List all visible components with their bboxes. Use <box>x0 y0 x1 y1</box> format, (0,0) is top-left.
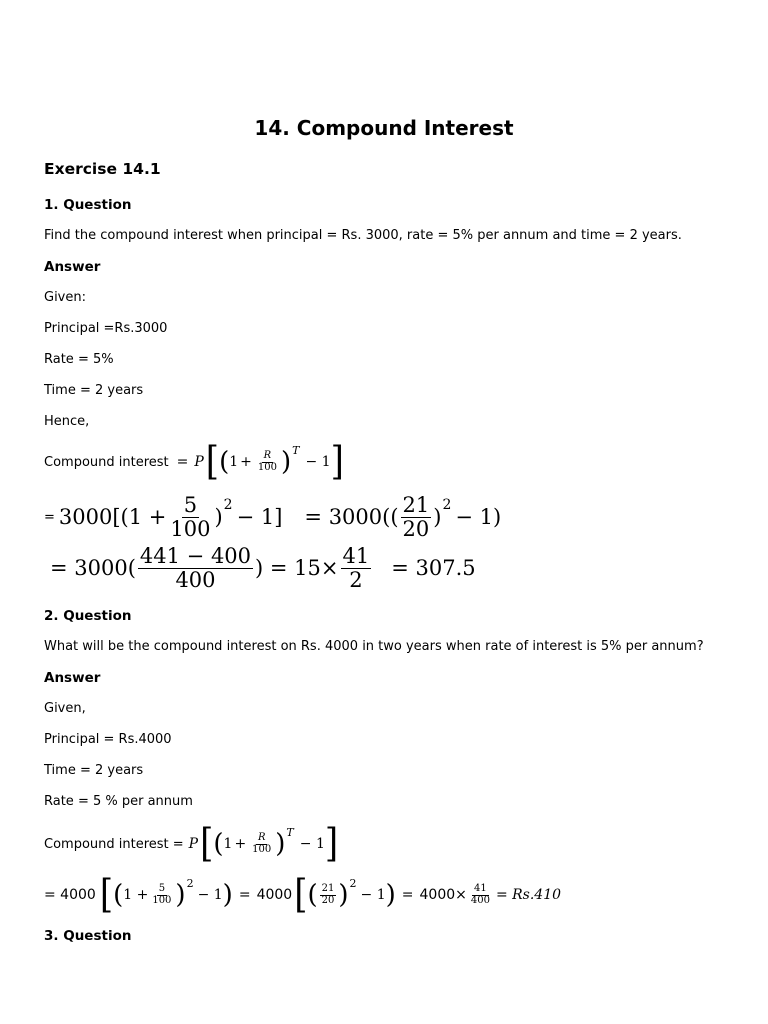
q2-step-minus2: − 1 <box>360 887 386 903</box>
q1-formula-label: Compound interest <box>44 454 169 470</box>
step1-num2: 21 <box>402 493 430 518</box>
step1-part-c: − 1] <box>236 505 283 529</box>
q2-step-one: 1 + <box>123 887 149 903</box>
question-2-heading: 2. Question <box>44 608 132 624</box>
q2-principal: Principal = Rs.4000 <box>44 732 172 747</box>
step2-den2: 2 <box>349 567 363 592</box>
formula-p: P <box>194 454 204 470</box>
step1-part-a: 3000[(1 + <box>58 505 167 529</box>
q2-step-eq: = <box>238 887 251 903</box>
formula-t: T <box>292 443 300 457</box>
step1-exp2: 2 <box>442 497 452 513</box>
q2-step-num2: 21 <box>321 883 335 894</box>
q2-formula-t: T <box>286 825 294 839</box>
q1-principal: Principal =Rs.3000 <box>44 321 168 336</box>
formula-100: 100 <box>257 461 277 473</box>
q2-step-result: = Rs.410 <box>495 887 562 903</box>
question-3-heading: 3. Question <box>44 928 132 944</box>
question-2-text: What will be the compound interest on Rs. 4000 in two years when rate of interest is 5% per annum? <box>44 639 704 654</box>
q1-hence: Hence, <box>44 414 90 429</box>
step2-den: 400 <box>175 567 216 592</box>
step1-den2: 20 <box>402 516 430 541</box>
formula-one: 1 <box>229 454 239 470</box>
q2-formula-r: R <box>257 832 266 843</box>
step1-part-e: ) <box>433 505 442 529</box>
q2-formula-100: 100 <box>252 843 272 855</box>
q1-given: Given: <box>44 290 86 305</box>
q1-formula: Compound interest = P [ ( 1 + $\frac{R}{100}$ ) T − 1 ] <box>44 439 344 485</box>
q2-step-part-b: 4000 <box>256 887 293 903</box>
q2-step-part-a: = 4000 <box>44 887 96 903</box>
q2-formula-label: Compound interest = <box>44 836 184 852</box>
q2-given: Given, <box>44 701 86 716</box>
step2-num: 441 − 400 <box>139 544 252 569</box>
q2-step-den: 100 <box>152 894 172 906</box>
step2-result: = 307.5 <box>391 556 476 580</box>
step1-part-b: ) <box>214 505 223 529</box>
page-title: 14. Compound Interest <box>254 116 514 140</box>
q1-step-2 <box>50 544 476 592</box>
q2-step-part-c: 4000× <box>419 887 467 903</box>
step1-num: 5 <box>183 493 198 518</box>
step1-part-d: = 3000(( <box>304 505 399 529</box>
question-1-heading: 1. Question <box>44 197 132 213</box>
exercise-heading: Exercise 14.1 <box>44 160 161 178</box>
q2-formula-p: P <box>188 836 199 852</box>
q2-step-1: = 4000 [ ( 1 + $\frac{5}{100}$ ) 2 − 1 ) = 4000 [ ( $\frac{21}{20}$ ) 2 − 1 ) = 4000× $\frac{41}{400}$ = Rs.410 <box>44 872 562 918</box>
q2-step-den3: 400 <box>470 894 490 906</box>
q2-time: Time = 2 years <box>44 763 144 778</box>
answer-2-label: Answer <box>44 670 101 686</box>
q2-formula-one: 1 <box>223 836 233 852</box>
q2-step-num3: 41 <box>474 883 487 894</box>
step2-part-a: = 3000( <box>50 556 136 580</box>
q2-step-minus1: − 1 <box>197 887 223 903</box>
formula-r: R <box>263 450 272 461</box>
step2-num2: 41 <box>342 544 370 569</box>
step1-equals: = <box>44 509 55 525</box>
step1-exp: 2 <box>223 497 233 513</box>
step1-part-f: − 1) <box>455 505 502 529</box>
q1-step-1 <box>44 494 501 540</box>
q2-step-exp: 2 <box>186 876 194 890</box>
q1-rate: Rate = 5% <box>44 352 114 367</box>
answer-1-label: Answer <box>44 259 101 275</box>
q2-rate: Rate = 5 % per annum <box>44 794 193 809</box>
q2-step-num: 5 <box>158 883 166 894</box>
q2-formula-minus-one: − 1 <box>299 836 325 852</box>
q2-step-eq2: = <box>401 887 414 903</box>
q1-time: Time = 2 years <box>44 383 144 398</box>
q2-formula: Compound interest = P [ ( 1 + $\frac{R}{100}$ ) T − 1 ] <box>44 821 339 867</box>
step1-den: 100 <box>170 516 211 541</box>
formula-minus-one: − 1 <box>305 454 331 470</box>
question-1-text: Find the compound interest when principal = Rs. 3000, rate = 5% per annum and time = 2 years. <box>44 228 682 243</box>
q2-step-exp2: 2 <box>349 876 357 890</box>
q2-step-den2: 20 <box>321 894 335 906</box>
step2-part-b: ) = 15× <box>255 556 339 580</box>
